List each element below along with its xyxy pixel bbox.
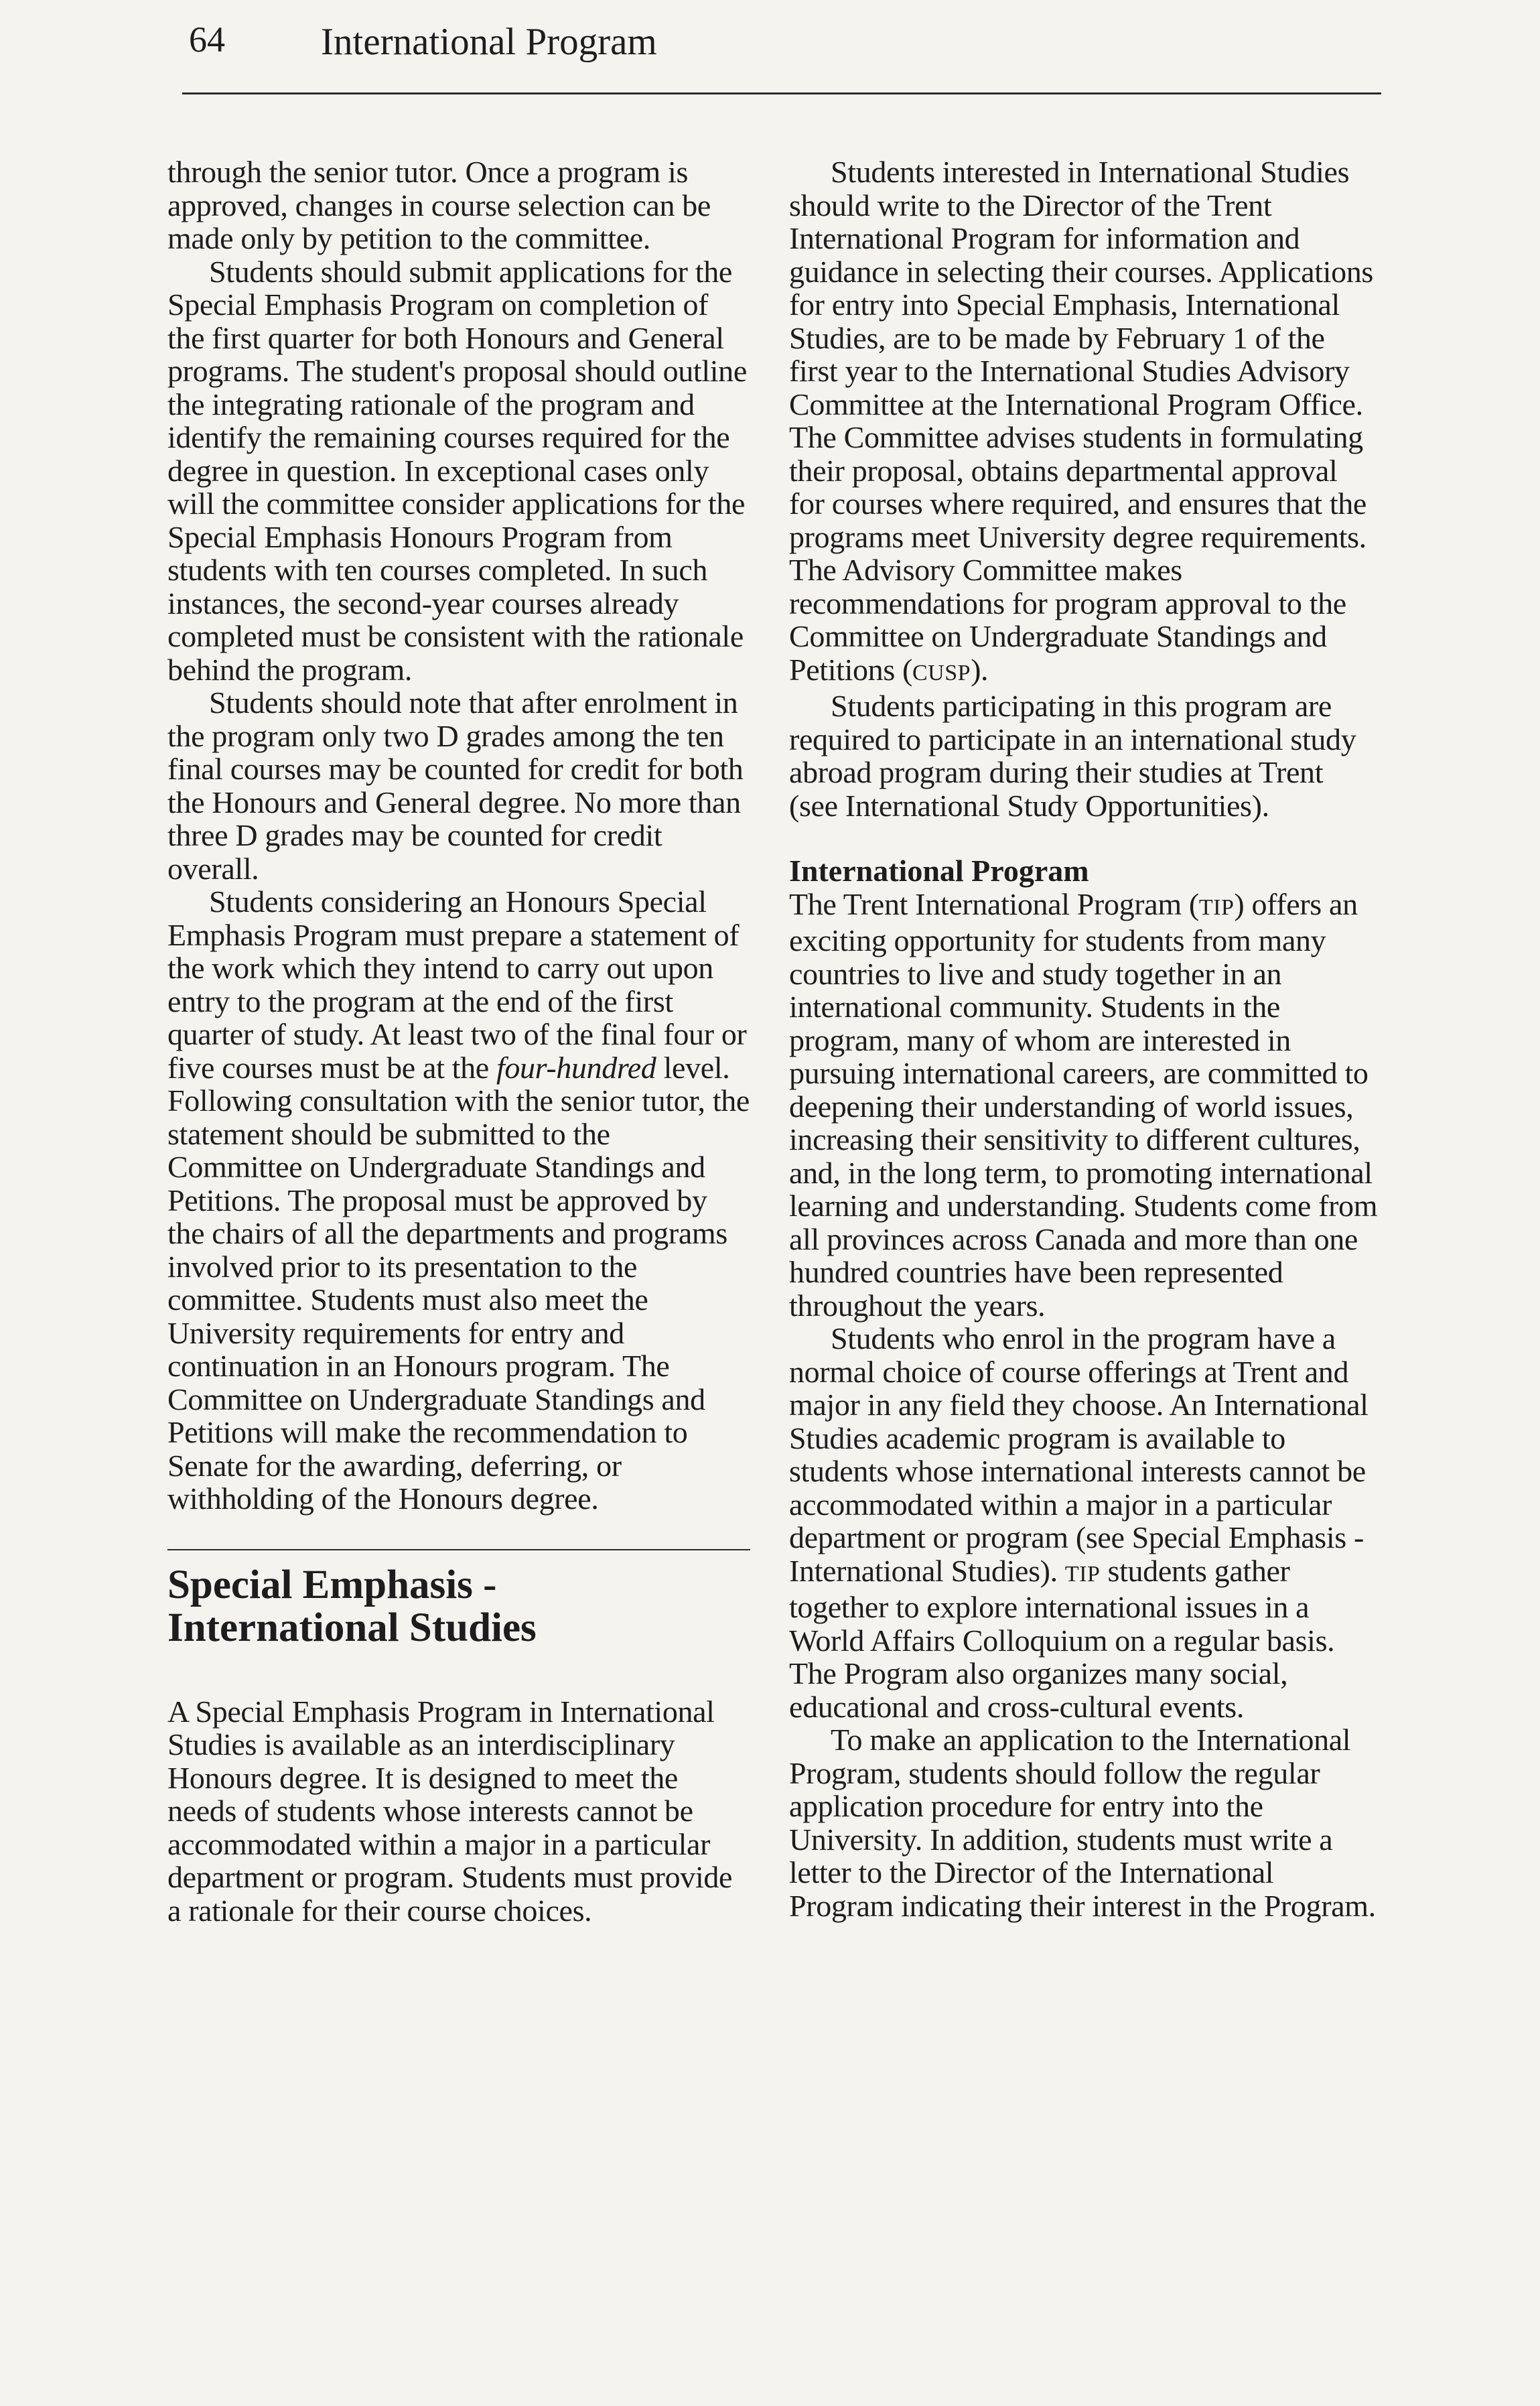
tip-abbreviation-2: TIP (1064, 1561, 1101, 1587)
paragraph-petition: through the senior tutor. Once a program is approved, changes in course selection can be made only by petition to the committee. (167, 155, 711, 255)
tip-intro-text: The Trent International Program ( (789, 886, 1199, 921)
left-column (167, 155, 750, 1927)
subheading-international-program: International Program (789, 854, 1089, 888)
running-title: International Program (321, 21, 657, 63)
four-hundred-emphasis: four-hundred (496, 1050, 656, 1085)
paragraph-advisory-committee (789, 155, 1379, 689)
page-number: 64 (189, 19, 225, 60)
course-choice-text-end: students gather together to explore international issues in a World Affairs Colloquium on a regular basis. The Program also organizes many social, educational and cross-cultural events. (789, 1553, 1335, 1724)
paragraph-special-emphasis-intro: A Special Emphasis Program in International Studies is available as an interdisciplinary Honours degree. It is designed to meet the needs of students whose interests cannot be accommodated within a major in a particular department or program. Students must provide a rationale for their course choices. (167, 1694, 733, 1928)
section-divider (167, 1549, 750, 1550)
cusp-abbreviation: CUSP (912, 660, 971, 685)
advisory-text-end: ). (971, 652, 989, 687)
tip-abbreviation: TIP (1198, 894, 1235, 920)
header-rule (182, 92, 1381, 94)
paragraph-applications: Students should submit applications for the Special Emphasis Program on completion of the first quarter for both Honours and General programs. The student's proposal should outline the integrating rationale of the program and identify the remaining courses required for the degree in question. In exceptional cases only will the committee consider applications for the Special Emphasis Honours Program from students with ten courses completed. In such instances, the second-year courses already completed must be consistent with the rationale behind the program. (167, 254, 747, 687)
section-heading-line2: International Studies (167, 1605, 537, 1650)
advisory-text: Students interested in International Studies should write to the Director of the Trent International Program for information and guidance in selecting their courses. Applications for entry into Special Emphasis, International Studies, are to be made by February 1 of the first year to the International Studies Advisory Committee at the International Program Office. The Committee advises students in formulating their proposal, obtains departmental approval for courses where required, and ensures that the programs meet University degree requirements. The Advisory Committee makes recommendations for program approval to the Committee on Undergraduate Standings and Petitions ( (789, 155, 1373, 687)
paragraph-tip-intro (789, 888, 1379, 1323)
right-column (789, 155, 1379, 1922)
paragraph-application-procedure: To make an application to the International Program, students should follow the regular application procedure for entry into the University. In addition, students must write a letter to the Director of the International Program indicating their interest in the Program. (789, 1723, 1376, 1923)
paragraph-study-abroad: Students participating in this program are required to participate in an international study abroad program during their studies at Trent (see International Study Opportunities). (789, 689, 1356, 823)
page-header (182, 15, 1381, 95)
section-heading-line1: Special Emphasis - (167, 1562, 497, 1607)
paragraph-course-choice (789, 1322, 1379, 1723)
paragraph-d-grades: Students should note that after enrolment in the program only two D grades among the ten final courses may be counted for credit for both the Honours and General degree. No more than three D grades may be counted for credit overall. (167, 685, 744, 886)
honours-text-part2: level. Following consultation with the senior tutor, the statement should be submitted to the Committee on Undergraduate Standings and Petitions. The proposal must be approved by the chairs of all the departments and programs involved prior to its presentation to the committee. Students must also meet the University requirements for entry and continuation in an Honours program. The Committee on Undergraduate Standings and Petitions will make the recommendation to Senate for the awarding, deferring, or withholding of the Honours degree. (167, 1050, 750, 1516)
honours-text-part1: Students considering an Honours Special Emphasis Program must prepare a statement of the work which they intend to carry out upon entry to the program at the end of the first quarter of study. At least two of the final four or five courses must be at the (167, 884, 747, 1085)
tip-intro-text-end: ) offers an exciting opportunity for students from many countries to live and study together in an international community. Students in the program, many of whom are interested in pursuing international careers, are committed to deepening their understanding of world issues, increasing their sensitivity to different cultures, and, in the long term, to promoting international learning and understanding. Students come from all provinces across Canada and more than one hundred countries have been represented throughout the years. (789, 886, 1378, 1323)
course-choice-text: Students who enrol in the program have a normal choice of course offerings at Trent and major in any field they choose. An International Studies academic program is available to students whose international interests cannot be accommodated within a major in a particular department or program (see Special Emphasis - International Studies). (789, 1321, 1369, 1588)
paragraph-honours-statement (167, 885, 750, 1516)
section-heading-special-emphasis (167, 1564, 750, 1650)
